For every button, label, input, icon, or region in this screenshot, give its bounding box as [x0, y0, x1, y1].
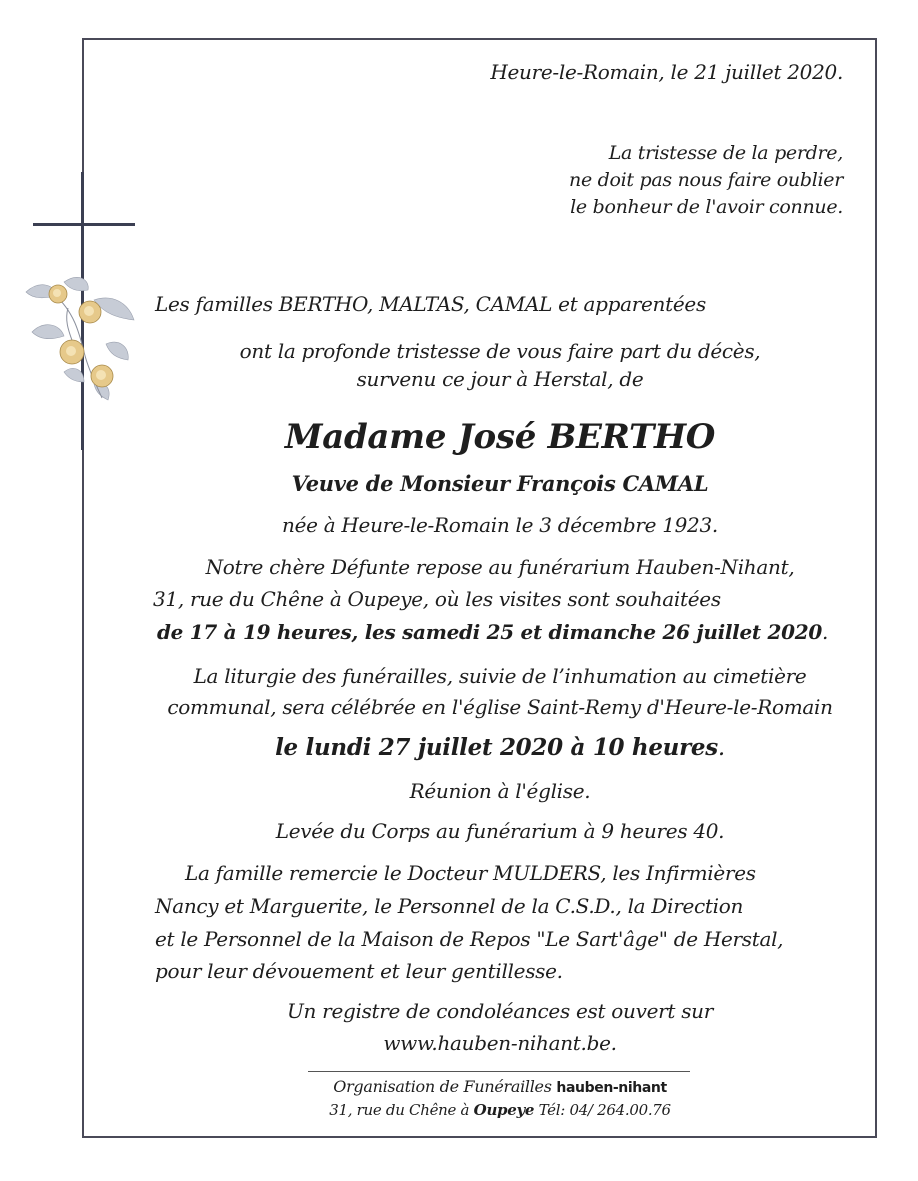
- quote-line: La tristesse de la perdre,: [608, 142, 843, 164]
- cross-icon-horizontal: [33, 223, 135, 226]
- registry-url: www.hauben-nihant.be.: [383, 1031, 617, 1055]
- meeting-info: Réunion à l'église.: [409, 779, 591, 803]
- deceased-name: Madame José BERTHO: [284, 417, 716, 457]
- thanks-line: pour leur dévouement et leur gentillesse.: [155, 959, 563, 983]
- footer-org-label: Organisation de Funérailles: [333, 1077, 557, 1096]
- visiting-hours: [157, 620, 828, 644]
- rest-address: 31, rue du Chêne à Oupeye, où les visites sont souhaitées: [153, 587, 721, 611]
- liturgy-line: communal, sera célébrée en l'église Saint-Remy d'Heure-le-Romain: [167, 695, 833, 719]
- visiting-hours-text: de 17 à 19 heures, les samedi 25 et dimanche 26 juillet 2020: [157, 620, 822, 644]
- footer-divider: [308, 1071, 690, 1072]
- visiting-hours-end: .: [821, 620, 829, 644]
- liturgy-line: La liturgie des funérailles, suivie de l’inhumation au cimetière: [193, 664, 807, 688]
- registry-line: Un registre de condoléances est ouvert sur: [286, 999, 713, 1023]
- footer-phone: Tél: 04/ 264.00.76: [534, 1101, 671, 1119]
- footer-org: [150, 1077, 850, 1098]
- thanks-line: Nancy et Marguerite, le Personnel de la C.S.D., la Direction: [155, 894, 744, 918]
- intro-families: Les familles BERTHO, MALTAS, CAMAL et apparentées: [155, 292, 706, 316]
- rest-line: Notre chère Défunte repose au funérarium Hauben-Nihant,: [205, 555, 795, 579]
- footer-address: [150, 1100, 850, 1120]
- widow-of: Veuve de Monsieur François CAMAL: [291, 471, 709, 496]
- hauben-nihant-logo: hauben-nihant: [556, 1080, 667, 1096]
- footer-address-text: 31, rue du Chêne à: [329, 1101, 474, 1119]
- place-date: Heure-le-Romain, le 21 juillet 2020.: [490, 60, 843, 84]
- footer-town: Oupeye: [473, 1101, 535, 1119]
- intro-line: ont la profonde tristesse de vous faire part du décès,: [239, 339, 761, 363]
- thanks-line: La famille remercie le Docteur MULDERS, les Infirmières: [185, 861, 756, 885]
- roses-icon: [24, 272, 144, 412]
- thanks-line: et le Personnel de la Maison de Repos "Le Sart'âge" de Herstal,: [155, 927, 784, 951]
- levee-info: Levée du Corps au funérarium à 9 heures 40.: [275, 819, 725, 843]
- liturgy-date-text: le lundi 27 juillet 2020 à 10 heures: [275, 734, 718, 761]
- liturgy-date: [150, 734, 850, 762]
- quote-line: le bonheur de l'avoir connue.: [570, 196, 843, 218]
- quote-line: ne doit pas nous faire oublier: [569, 169, 843, 191]
- liturgy-date-end: .: [717, 735, 725, 761]
- intro-line: survenu ce jour à Herstal, de: [356, 367, 644, 391]
- birth-info: née à Heure-le-Romain le 3 décembre 1923.: [282, 513, 718, 537]
